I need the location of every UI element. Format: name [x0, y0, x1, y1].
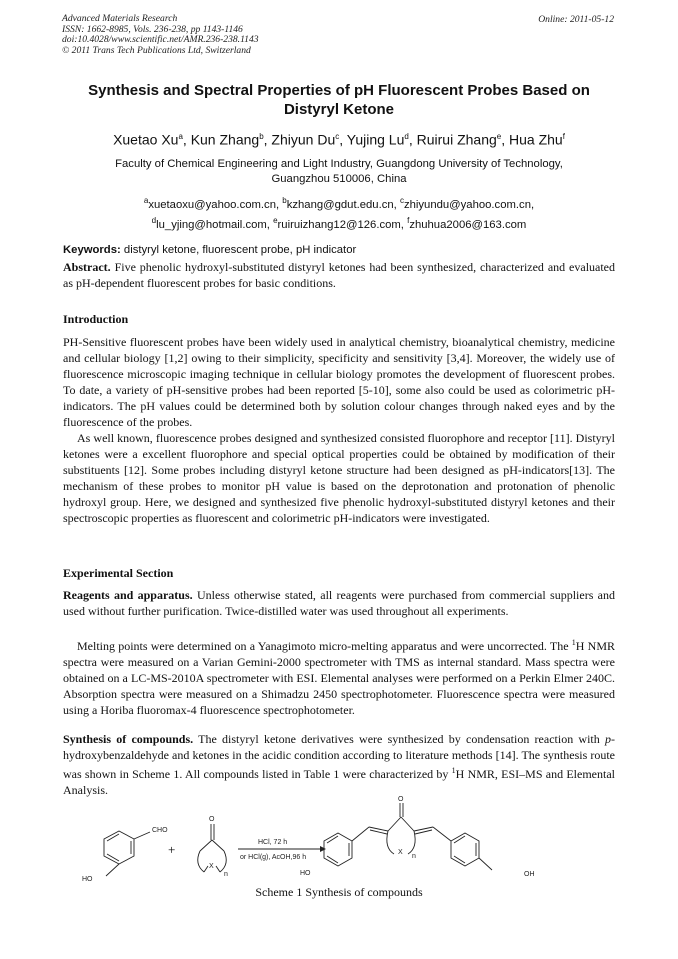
paper-title	[62, 81, 616, 119]
abstract-text: Five phenolic hydroxyl-substituted distyryl ketones had been synthesized, characterized and evaluated as pH-dependent fluorescent probes for basic conditions.	[63, 260, 616, 290]
email-line	[70, 213, 608, 233]
keywords-label: Keywords:	[63, 244, 121, 256]
author-mark: c	[335, 132, 340, 141]
issn-line: ISSN: 1662-8985, Vols. 236-238, pp 1143-1146	[62, 23, 243, 35]
introduction-heading: Introduction	[63, 312, 129, 326]
author-mark: b	[259, 132, 264, 141]
copyright-line: © 2011 Trans Tech Publications Ltd, Switzerland	[62, 44, 251, 56]
journal-name: Advanced Materials Research	[62, 13, 178, 24]
synthesis-paragraph	[63, 731, 615, 798]
title-line-1: Synthesis and Spectral Properties of pH Fluorescent Probes Based on	[88, 82, 590, 99]
email-line	[70, 193, 608, 213]
email-mark: a	[143, 196, 149, 205]
intro-paragraph-1: PH-Sensitive fluorescent probes have been widely used in analytical chemistry, bioanalytical chemistry, medicine and cellular biology [1,2] owing to their simplicity, specificity and sensitivity [3,4]. Moreover, the widely use of fluorescence microscopic imaging technique in cellular biology promotes the development of fluorescent probes. To date, a variety of pH-sensitive probes had been reported [5-10], some also could be used as colorimetric pH-indicators. The pH values could be determined both by solution colour changes through naked eyes and by the fluorescence of the probes.	[63, 335, 615, 429]
affiliation	[70, 157, 608, 187]
author-list: Xuetao Xu$^a$, Kun Zhang$^b$, Zhiyun Du$^c$, Yujing Lu$^d$, Ruirui Zhang$^e$, Hua Zhu$^f$	[113, 131, 565, 148]
apparatus-paragraph	[63, 635, 615, 718]
title-line-2: Distyryl Ketone	[283, 101, 395, 118]
synthesis-text: The distyryl ketone derivatives were synthesized by condensation reaction with	[198, 732, 600, 746]
online-date: Online: 2011-05-12	[538, 14, 614, 25]
scheme-caption: Scheme 1 Synthesis of compounds	[255, 885, 423, 899]
nmr-sup: 1	[571, 638, 576, 647]
email-link[interactable]: xuetaoxu@yahoo.com.cn,	[148, 198, 280, 211]
x-label: X	[209, 863, 214, 870]
author: Xuetao Xu	[113, 131, 179, 148]
synthesis-italic: p	[605, 732, 611, 746]
affiliation-line: Guangzhou 510006, China	[271, 173, 407, 185]
author: Hua Zhu	[509, 131, 563, 148]
intro-paragraph-2: As well known, fluorescence probes designed and synthesized consisted fluorophore and receptor [11]. Distyryl ketones were a excellent fluorophore and special optical properties could be obtained by modification of their substituents [12]. Some probes including distyryl ketone structure had been designed as pH-indicators[13]. The mechanism of these probes to monitor pH value is based on the deprotonation and protonation of phenolic hydroxyl group. Here, we designed and synthesized five phenolic hydroxyl-substituted distyryl ketones and their spectroscopic properties as fluorescent and colorimetric pH-indicators were investigated.	[63, 431, 615, 525]
email-mark: d	[151, 215, 157, 225]
email-list	[70, 193, 608, 233]
email-mark: e	[273, 215, 278, 225]
reagents-paragraph	[63, 587, 615, 619]
reagents-label: Reagents and apparatus.	[63, 588, 193, 602]
journal-header	[62, 14, 259, 56]
abstract-label: Abstract.	[63, 260, 111, 274]
author-mark: d	[404, 132, 409, 141]
email-mark: f	[407, 215, 410, 225]
email-link[interactable]: lu_yjing@hotmail.com,	[156, 218, 270, 231]
benzaldehyde-structure	[104, 831, 150, 876]
reagents-text: Unless otherwise stated, all reagents were purchased from commercial suppliers and used without further purification. Twice-distilled water was used throughout all experiments.	[63, 588, 616, 618]
email-link[interactable]: kzhang@gdut.edu.cn,	[286, 198, 397, 211]
plus-sign: +	[168, 842, 176, 857]
author-mark: f	[562, 132, 565, 141]
ho-label: HO	[82, 876, 93, 883]
author: Ruirui Zhang	[416, 131, 497, 148]
synthesis-label: Synthesis of compounds.	[63, 732, 194, 746]
product-x: X	[398, 849, 403, 856]
synthesis-text: H NMR, ESI–MS and Elemental Analysis.	[63, 767, 615, 797]
synthesis-scheme	[62, 796, 616, 888]
cho-label: CHO	[152, 827, 168, 834]
condition-1: HCl, 72 h	[258, 839, 288, 846]
arrow-head	[320, 846, 326, 852]
email-link[interactable]: zhiyundu@yahoo.com.cn,	[403, 198, 535, 211]
doi-line: doi:10.4028/www.scientific.net/AMR.236-238.1143	[62, 34, 259, 46]
product-oxygen: O	[398, 796, 404, 803]
synthesis-sup: 1	[451, 766, 456, 775]
author: Yujing Lu	[346, 131, 405, 148]
product-ho: HO	[300, 870, 311, 877]
synthesis-text: -hydroxybenzaldehyde and ketones in the acidic condition according to literature methods [14]. The synthesis route was shown in Scheme 1. All compounds listed in Table 1 were characterized by	[63, 732, 615, 781]
experimental-heading: Experimental Section	[63, 566, 174, 580]
apparatus-text: H NMR spectra were measured on a Varian Gemini-2000 spectrometer with TMS as internal standard. Mass spectra were obtained on a LC-MS-2010A spectrometer with ESI. Elemental analyses were performed on a Perkin Elmer 240C. Absorption spectra were measured on a Shimadzu 2450 spectrophotometer. Fluorescence spectra were measured using a Horiba fluoromax-4 fluorescence spectrophotometer.	[63, 639, 616, 717]
apparatus-text: Melting points were determined on a Yanagimoto micro-melting apparatus and were uncorrected. The	[77, 639, 569, 653]
condition-2: or HCl(g), AcOH,96 h	[240, 854, 307, 861]
keywords-text: distyryl ketone, fluorescent probe, pH indicator	[123, 244, 357, 256]
email-mark: b	[282, 196, 287, 205]
author-mark: e	[496, 132, 502, 141]
abstract	[63, 259, 615, 291]
n-label: n	[224, 871, 228, 878]
author: Kun Zhang	[190, 131, 260, 148]
affiliation-line: Faculty of Chemical Engineering and Light Industry, Guangdong University of Technology,	[115, 158, 563, 170]
product-structure	[324, 803, 492, 870]
oxygen-label: O	[209, 816, 215, 823]
email-mark: c	[399, 196, 404, 205]
email-link[interactable]: ruiruizhang12@126.com,	[277, 218, 404, 231]
email-link[interactable]: zhuhua2006@163.com	[409, 218, 527, 231]
product-n: n	[412, 853, 416, 860]
product-oh: OH	[524, 871, 535, 878]
author: Zhiyun Du	[271, 131, 336, 148]
keywords	[63, 243, 615, 257]
author-mark: a	[178, 132, 183, 141]
